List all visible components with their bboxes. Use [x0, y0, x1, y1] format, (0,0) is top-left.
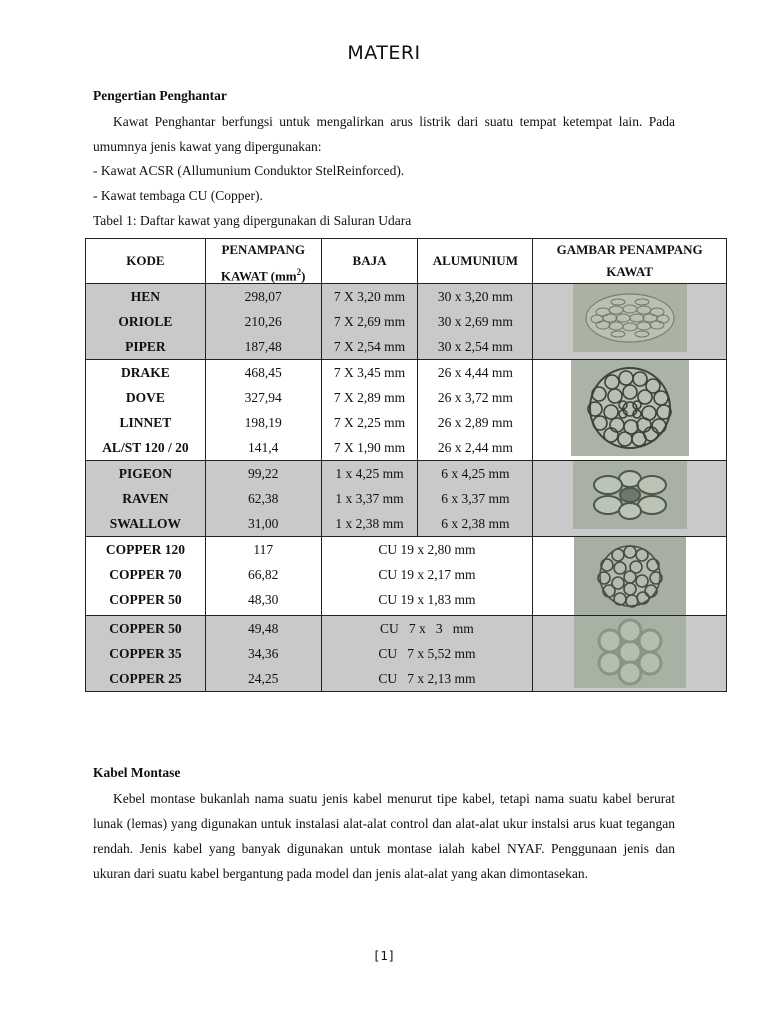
- header-penampang-line1: PENAMPANG: [221, 242, 305, 257]
- cu-value: CU 7 x 2,13 mm: [378, 671, 476, 686]
- page-number: [1]: [372, 948, 396, 963]
- alumunium-value: 26 x 2,89 mm: [437, 415, 513, 430]
- penampang-value: 187,48: [244, 339, 282, 354]
- baja-value: 7 X 3,45 mm: [333, 365, 406, 380]
- image-cell: [533, 537, 727, 616]
- penampang-cell: [205, 360, 321, 461]
- list-item-acsr: - Kawat ACSR (Allumunium Conduktor StelReinforced).: [93, 163, 405, 178]
- image-cell: [533, 360, 727, 461]
- penampang-value: 298,07: [244, 289, 282, 304]
- baja-value: 7 X 1,90 mm: [333, 440, 406, 455]
- penampang-value: 141,4: [248, 440, 279, 455]
- image-cell: [533, 616, 727, 692]
- baja-value: 7 X 2,69 mm: [333, 314, 406, 329]
- kode-value: COPPER 50: [109, 592, 182, 607]
- kode-value: HEN: [130, 289, 161, 304]
- cu-value: CU 7 x 3 mm: [380, 621, 474, 636]
- penampang-value: 31,00: [248, 516, 279, 531]
- baja-cell: [321, 284, 418, 360]
- alumunium-value: 26 x 3,72 mm: [437, 390, 513, 405]
- alumunium-cell: [418, 461, 533, 537]
- header-alumunium: ALUMUNIUM: [418, 239, 533, 284]
- baja-value: 1 x 3,37 mm: [335, 491, 404, 506]
- alumunium-value: 26 x 4,44 mm: [437, 365, 513, 380]
- header-penampang-line2: [206, 261, 321, 283]
- kode-value: LINNET: [119, 415, 172, 430]
- kode-value: SWALLOW: [109, 516, 182, 531]
- baja-value: 1 x 2,38 mm: [335, 516, 404, 531]
- alumunium-value: 6 x 4,25 mm: [441, 466, 510, 481]
- alumunium-cell: [418, 284, 533, 360]
- baja-value: 7 X 3,20 mm: [333, 289, 406, 304]
- alumunium-value: 30 x 2,69 mm: [437, 314, 513, 329]
- penampang-value: 48,30: [248, 592, 279, 607]
- alumunium-value: 26 x 2,44 mm: [437, 440, 513, 455]
- penampang-value: 468,45: [244, 365, 282, 380]
- alumunium-value: 30 x 3,20 mm: [437, 289, 513, 304]
- cu-cell: [321, 537, 533, 616]
- baja-value: 1 x 4,25 mm: [335, 466, 404, 481]
- kode-value: COPPER 50: [109, 621, 182, 636]
- kode-value: PIPER: [125, 339, 166, 354]
- header-gambar: [533, 239, 727, 284]
- page-title: MATERI: [347, 42, 421, 64]
- penampang-cell: [205, 461, 321, 537]
- baja-cell: [321, 461, 418, 537]
- kode-cell: [86, 360, 206, 461]
- penampang-cell: [205, 537, 321, 616]
- kode-cell: [86, 284, 206, 360]
- header-baja: BAJA: [321, 239, 418, 284]
- cu-value: CU 19 x 2,80 mm: [378, 542, 476, 557]
- kode-value: COPPER 35: [109, 646, 182, 661]
- alumunium-value: 30 x 2,54 mm: [437, 339, 513, 354]
- baja-value: 7 X 2,25 mm: [333, 415, 406, 430]
- kode-value: COPPER 120: [105, 542, 185, 557]
- intro-paragraph: Kawat Penghantar berfungsi untuk mengalirkan arus listrik dari suatu tempat ketempat lain. Pada umumnya jenis kawat yang dipergunakan:: [93, 114, 675, 154]
- penampang-value: 34,36: [248, 646, 279, 661]
- kode-cell: [86, 537, 206, 616]
- penampang-value: 210,26: [244, 314, 282, 329]
- penampang-value: 62,38: [248, 491, 279, 506]
- kode-value: AL/ST 120 / 20: [102, 440, 189, 455]
- kode-value: RAVEN: [122, 491, 169, 506]
- kode-value: PIGEON: [118, 466, 173, 481]
- header-penampang-unit: KAWAT (mm: [220, 268, 297, 284]
- table-caption: Tabel 1: Daftar kawat yang dipergunakan di Saluran Udara: [93, 213, 412, 228]
- wire-table: [85, 238, 727, 692]
- cu-value: CU 7 x 5,52 mm: [378, 646, 476, 661]
- table-group-copper-1: [86, 537, 727, 616]
- cu-value: CU 19 x 1,83 mm: [378, 592, 476, 607]
- table-group-acsr-2: [86, 360, 727, 461]
- image-cell: [533, 284, 727, 360]
- image-cell: [533, 461, 727, 537]
- kode-value: COPPER 25: [109, 671, 182, 686]
- header-kode: KODE: [86, 239, 206, 284]
- header-gambar-line1: GAMBAR PENAMPANG: [556, 242, 703, 257]
- wire-cross-section-image: [574, 616, 686, 688]
- penampang-value: 198,19: [244, 415, 282, 430]
- kabel-montase-paragraph: Kebel montase bukanlah nama suatu jenis kabel menurut tipe kabel, tetapi nama suatu kabel berurat lunak (lemas) yang digunakan untuk instalasi alat-alat control dan alat-alat ukur instalsi arus kuat tegangan rendah. Jenis kabel yang banyak digunakan untuk montase ialah kabel NYAF. Penggunaan jenis dan ukuran dari suatu kabel bergantung pada model dan jenis alat-alat yang akan dimontasekan.: [93, 791, 675, 881]
- penampang-value: 49,48: [248, 621, 279, 636]
- header-gambar-line2: KAWAT: [606, 264, 653, 279]
- penampang-value: 327,94: [244, 390, 282, 405]
- alumunium-cell: [418, 360, 533, 461]
- list-item-copper: - Kawat tembaga CU (Copper).: [93, 188, 263, 203]
- wire-cross-section-image: [571, 360, 689, 456]
- wire-cross-section-image: [573, 461, 687, 529]
- baja-value: 7 X 2,54 mm: [333, 339, 406, 354]
- header-penampang: [205, 239, 321, 284]
- kode-value: DOVE: [125, 390, 165, 405]
- penampang-cell: [205, 284, 321, 360]
- kode-value: ORIOLE: [118, 314, 173, 329]
- alumunium-value: 6 x 3,37 mm: [441, 491, 510, 506]
- penampang-value: 117: [253, 542, 274, 557]
- alumunium-value: 6 x 2,38 mm: [441, 516, 510, 531]
- kode-value: COPPER 70: [109, 567, 182, 582]
- section-heading-penghantar: Pengertian Penghantar: [93, 88, 227, 103]
- kode-value: DRAKE: [121, 365, 170, 380]
- table-group-copper-2: [86, 616, 727, 692]
- baja-cell: [321, 360, 418, 461]
- penampang-value: 24,25: [248, 671, 279, 686]
- penampang-cell: [205, 616, 321, 692]
- section-heading-kabel-montase: Kabel Montase: [93, 765, 181, 780]
- cu-cell: [321, 616, 533, 692]
- kode-cell: [86, 616, 206, 692]
- baja-value: 7 X 2,89 mm: [333, 390, 406, 405]
- penampang-value: 99,22: [248, 466, 279, 481]
- header-penampang-sup: 2: [296, 267, 302, 277]
- table-header-row: [86, 239, 727, 284]
- wire-cross-section-image: [574, 537, 686, 615]
- header-penampang-close: ): [301, 268, 306, 284]
- cu-value: CU 19 x 2,17 mm: [378, 567, 476, 582]
- penampang-value: 66,82: [248, 567, 279, 582]
- table-group-acsr-3: [86, 461, 727, 537]
- table-group-acsr-1: [86, 284, 727, 360]
- kode-cell: [86, 461, 206, 537]
- wire-cross-section-image: [573, 284, 687, 352]
